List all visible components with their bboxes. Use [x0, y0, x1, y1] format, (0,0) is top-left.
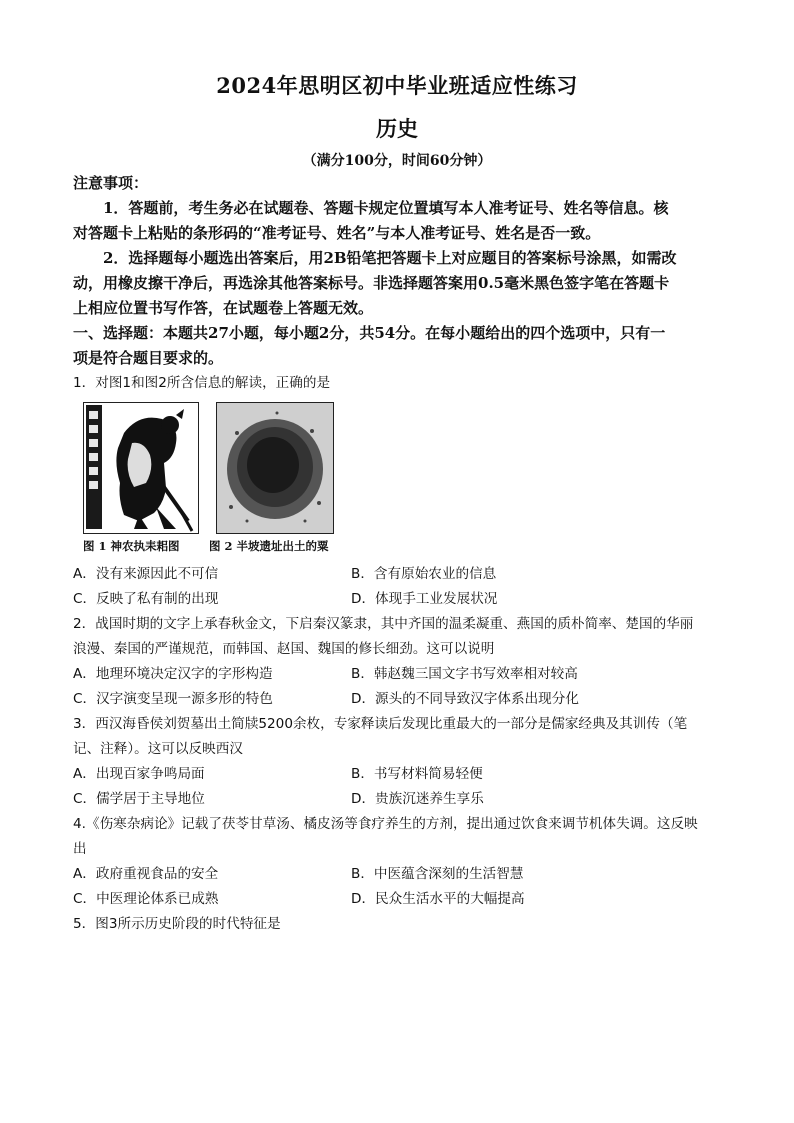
question-stem: 5．图3所示历史阶段的时代特征是: [73, 916, 281, 932]
exam-title: 2024年思明区初中毕业班适应性练习: [216, 73, 578, 98]
option-d[interactable]: D．源头的不同导致汉字体系出现分化: [351, 691, 579, 707]
notes-heading: 注意事项：: [73, 174, 149, 192]
option-a[interactable]: A．没有来源因此不可信: [73, 566, 219, 582]
figure-1-shennong-image: [83, 402, 199, 534]
section-heading: 项是符合题目要求的。: [73, 349, 224, 367]
exam-meta: （满分100分，时间60分钟）: [302, 153, 492, 169]
option-d[interactable]: D．民众生活水平的大幅提高: [351, 891, 525, 907]
notes-line: 对答题卡上粘贴的条形码的“准考证号、姓名”与本人准考证号、姓名是否一致。: [73, 224, 601, 242]
subject-title: 历史: [376, 116, 418, 141]
question-stem: 出: [73, 841, 87, 857]
option-c[interactable]: C．反映了私有制的出现: [73, 591, 219, 607]
question-stem: 2．战国时期的文字上承春秋金文，下启秦汉篆隶，其中齐国的温柔凝重、燕国的质朴简率、楚国的华丽: [73, 616, 694, 632]
question-stem: 4.《伤寒杂病论》记载了茯苓甘草汤、橘皮汤等食疗养生的方剂，提出通过饮食来调节机体失调。这反映: [73, 816, 698, 832]
option-b[interactable]: B．书写材料简易轻便: [351, 766, 483, 782]
option-a[interactable]: A．出现百家争鸣局面: [73, 766, 205, 782]
figure-1-caption: 图 1 神农执耒耜图: [83, 539, 180, 553]
option-d[interactable]: D．贵族沉迷养生享乐: [351, 791, 484, 807]
option-a[interactable]: A．地理环境决定汉字的字形构造: [73, 666, 273, 682]
notes-line: 动，用橡皮擦干净后，再选涂其他答案标号。非选择题答案用0.5毫米黑色签字笔在答题卡: [73, 274, 670, 292]
notes-line: 1．答题前，考生务必在试题卷、答题卡规定位置填写本人准考证号、姓名等信息。核: [103, 199, 669, 217]
option-c[interactable]: C．汉字演变呈现一源多形的特色: [73, 691, 273, 707]
figure-2-caption: 图 2 半坡遗址出土的粟: [209, 539, 329, 553]
figure-2-millet-image: [216, 402, 334, 534]
shennong-illustration: [84, 403, 198, 533]
option-c[interactable]: C．中医理论体系已成熟: [73, 891, 219, 907]
notes-line: 2．选择题每小题选出答案后，用2B铅笔把答题卡上对应题目的答案标号涂黑，如需改: [103, 249, 677, 267]
option-a[interactable]: A．政府重视食品的安全: [73, 866, 219, 882]
question-stem: 3．西汉海昏侯刘贺墓出土简牍5200余枚，专家释读后发现比重最大的一部分是儒家经典及其训传（笔: [73, 716, 688, 732]
option-c[interactable]: C．儒学居于主导地位: [73, 791, 205, 807]
option-d[interactable]: D．体现手工业发展状况: [351, 591, 498, 607]
notes-line: 上相应位置书写作答，在试题卷上答题无效。: [73, 299, 374, 317]
option-b[interactable]: B．韩赵魏三国文字书写效率相对较高: [351, 666, 578, 682]
question-stem: 浪漫、秦国的严谨规范，而韩国、赵国、魏国的修长细劲。这可以说明: [73, 641, 495, 657]
option-b[interactable]: B．含有原始农业的信息: [351, 566, 497, 582]
option-b[interactable]: B．中医蕴含深刻的生活智慧: [351, 866, 524, 882]
question-stem: 记、注释）。这可以反映西汉: [73, 741, 243, 757]
section-heading: 一、选择题：本题共27小题，每小题2分，共54分。在每小题给出的四个选项中，只有一: [73, 324, 666, 342]
millet-illustration: [217, 403, 333, 533]
question-stem: 1．对图1和图2所含信息的解读，正确的是: [73, 375, 331, 391]
